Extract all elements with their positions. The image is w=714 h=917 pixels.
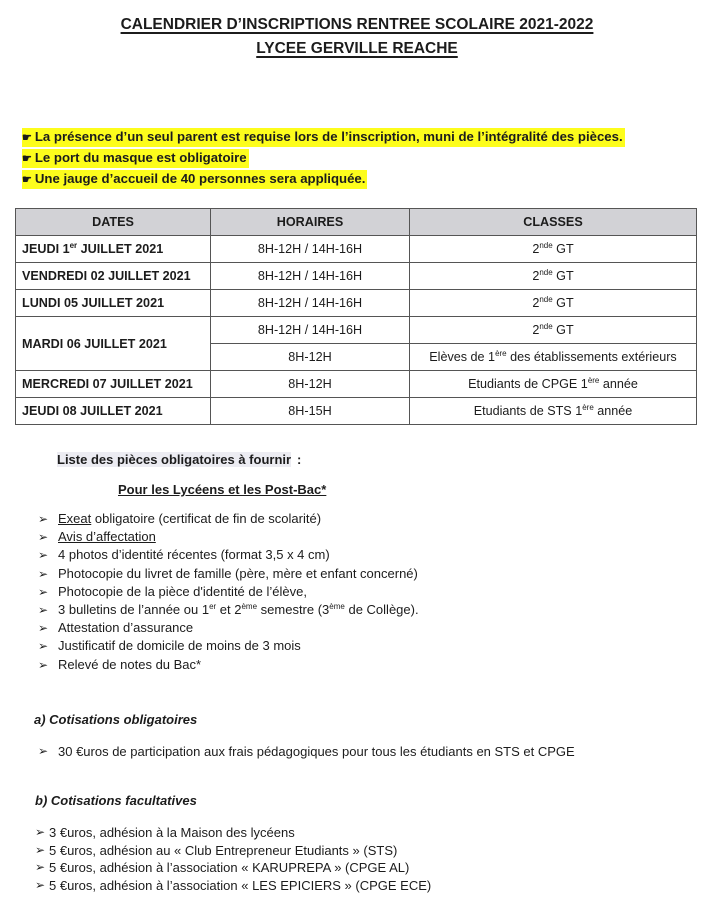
table-row <box>16 398 697 425</box>
hours-cell: 8H-12H / 14H-16H <box>211 236 410 263</box>
date-cell: MERCREDI 07 JUILLET 2021 <box>16 371 211 398</box>
table-row <box>16 371 697 398</box>
note-item: ☛ Une jauge d’accueil de 40 personnes sera appliquée. <box>22 170 367 189</box>
arrow-bullet-icon: ➢ <box>38 584 49 599</box>
table-row <box>16 236 697 263</box>
arrow-bullet-icon: ➢ <box>38 603 49 618</box>
arrow-bullet-icon: ➢ <box>38 744 49 758</box>
list-item: ➢ Relevé de notes du Bac* <box>38 656 419 674</box>
class-cell: 2nde GT <box>410 236 697 263</box>
table-header-row <box>16 209 697 236</box>
table-row <box>16 263 697 290</box>
table-row <box>16 317 697 344</box>
arrow-bullet-icon: ➢ <box>38 639 49 654</box>
list-item: ➢ Attestation d’assurance <box>38 619 419 637</box>
arrow-bullet-icon: ➢ <box>38 657 49 672</box>
hours-cell: 8H-12H / 14H-16H <box>211 317 410 344</box>
header-classes: CLASSES <box>410 209 697 236</box>
arrow-bullet-icon: ➢ <box>35 860 46 875</box>
list-item: ➢ 3 bulletins de l’année ou 1er et 2ème semestre (3ème de Collège). <box>38 601 419 619</box>
list-item: ➢ 5 €uros, adhésion à l’association « LES EPICIERS » (CPGE ECE) <box>35 877 432 893</box>
table-row <box>16 290 697 317</box>
documents-subtitle: Pour les Lycéens et les Post-Bac* <box>118 482 327 497</box>
optional-fees-list <box>35 824 431 894</box>
list-item: ➢ 30 €uros de participation aux frais pédagogiques pour tous les étudiants en STS et CPGE <box>38 744 575 759</box>
schedule-table <box>15 208 697 425</box>
optional-fees-title: b) Cotisations facultatives <box>35 793 197 808</box>
list-item: ➢ 5 €uros, adhésion au « Club Entrepreneur Etudiants » (STS) <box>35 842 398 858</box>
class-cell: 2nde GT <box>410 290 697 317</box>
note-item: ☛ Le port du masque est obligatoire <box>22 149 249 168</box>
school-name: LYCEE GERVILLE REACHE <box>256 40 458 57</box>
header-dates: DATES <box>16 209 211 236</box>
arrow-bullet-icon: ➢ <box>38 512 49 526</box>
pointing-hand-icon: ☛ <box>22 153 32 165</box>
arrow-bullet-icon: ➢ <box>35 877 46 892</box>
documents-list <box>38 510 419 674</box>
hours-cell: 8H-12H / 14H-16H <box>211 263 410 290</box>
date-cell: JEUDI 1er JUILLET 2021 <box>16 236 211 263</box>
list-item: ➢ Avis d’affectation <box>38 528 419 546</box>
arrow-bullet-icon: ➢ <box>38 548 49 563</box>
arrow-bullet-icon: ➢ <box>38 530 49 545</box>
date-cell: JEUDI 08 JUILLET 2021 <box>16 398 211 425</box>
list-item: ➢ 4 photos d’identité récentes (format 3,5 x 4 cm) <box>38 546 419 564</box>
notes-list <box>22 128 625 191</box>
hours-cell: 8H-12H <box>211 371 410 398</box>
pointing-hand-icon: ☛ <box>22 174 32 186</box>
list-item: ➢ Justificatif de domicile de moins de 3 mois <box>38 637 419 655</box>
list-item: ➢ Exeat obligatoire (certificat de fin de scolarité) <box>38 510 419 528</box>
list-item: ➢ 5 €uros, adhésion à l’association « KARUPREPA » (CPGE AL) <box>35 860 410 876</box>
date-cell: VENDREDI 02 JUILLET 2021 <box>16 263 211 290</box>
class-cell: Etudiants de CPGE 1ère année <box>410 371 697 398</box>
class-cell: Elèves de 1ère des établissements extérieurs <box>410 344 697 371</box>
hours-cell: 8H-12H <box>211 344 410 371</box>
date-cell: MARDI 06 JUILLET 2021 <box>16 317 211 371</box>
list-item: ➢ Photocopie du livret de famille (père, mère et enfant concerné) <box>38 565 419 583</box>
hours-cell: 8H-15H <box>211 398 410 425</box>
documents-list-title: Liste des pièces obligatoires à fournir <box>57 452 292 467</box>
header-hours: HORAIRES <box>211 209 410 236</box>
arrow-bullet-icon: ➢ <box>35 825 46 839</box>
class-cell: 2nde GT <box>410 263 697 290</box>
documents-list-colon: : <box>297 452 302 467</box>
hours-cell: 8H-12H / 14H-16H <box>211 290 410 317</box>
pointing-hand-icon: ☛ <box>22 132 32 144</box>
arrow-bullet-icon: ➢ <box>35 842 46 857</box>
arrow-bullet-icon: ➢ <box>38 566 49 581</box>
list-item: ➢ Photocopie de la pièce d'identité de l’élève, <box>38 583 419 601</box>
note-item: ☛ La présence d’un seul parent est requise lors de l’inscription, muni de l’intégralité des pièces. <box>22 128 625 147</box>
mandatory-fees-title: a) Cotisations obligatoires <box>34 712 198 727</box>
list-item: ➢ 3 €uros, adhésion à la Maison des lycéens <box>35 825 295 840</box>
date-cell: LUNDI 05 JUILLET 2021 <box>16 290 211 317</box>
document-title: CALENDRIER D’INSCRIPTIONS RENTREE SCOLAIRE 2021-2022 <box>120 16 594 33</box>
class-cell: 2nde GT <box>410 317 697 344</box>
class-cell: Etudiants de STS 1ère année <box>410 398 697 425</box>
arrow-bullet-icon: ➢ <box>38 621 49 636</box>
